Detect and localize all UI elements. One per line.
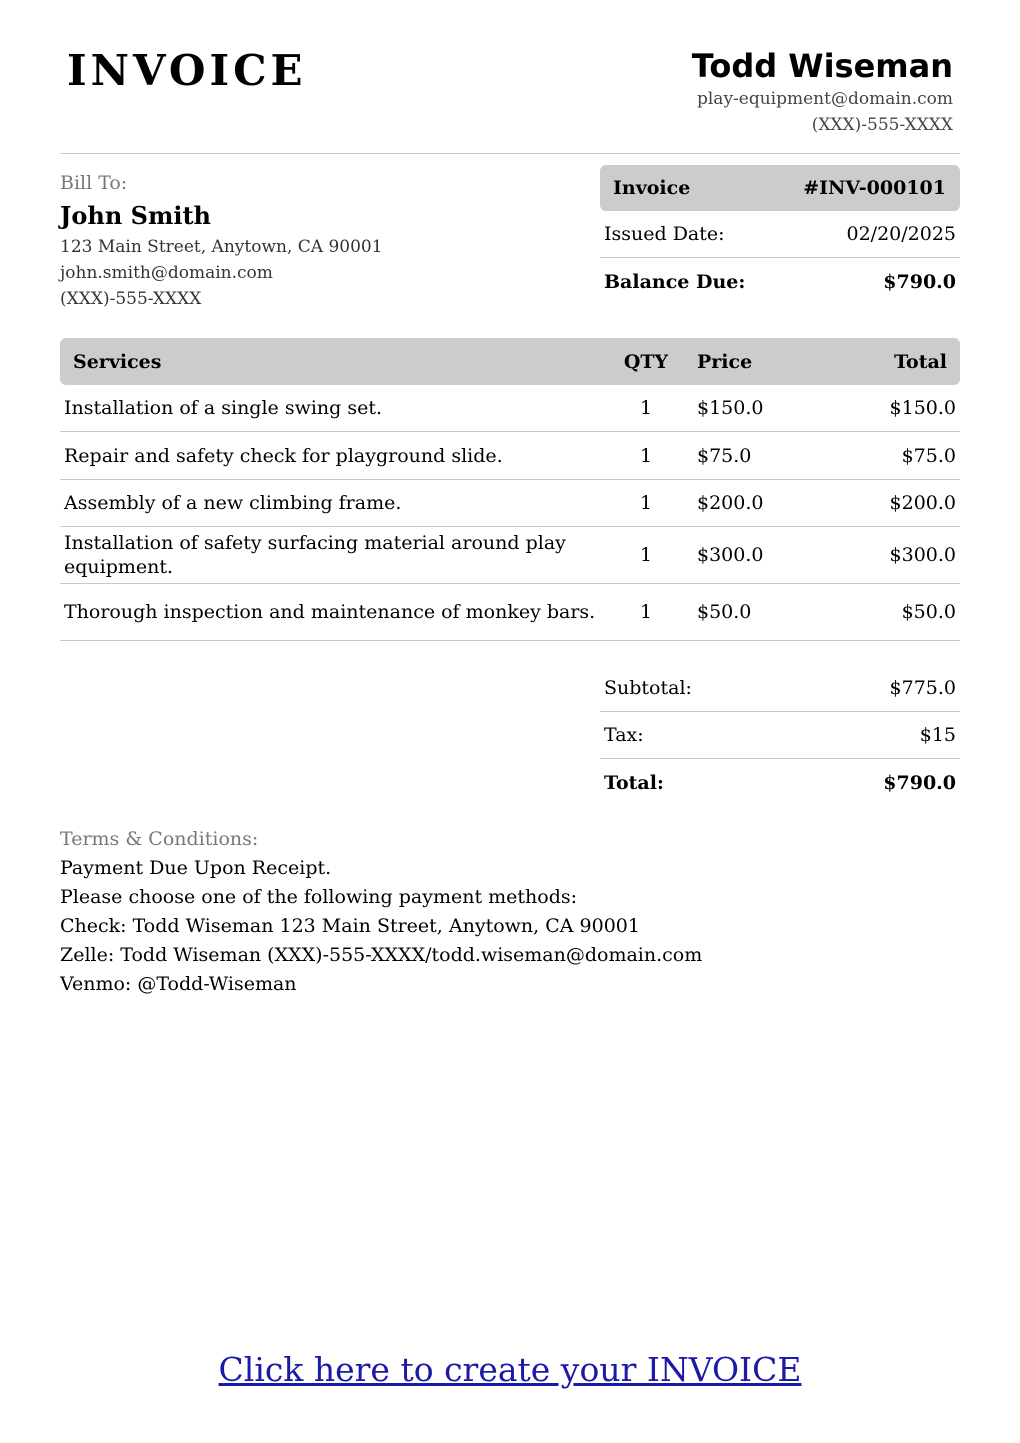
create-invoice-link[interactable]: Click here to create your INVOICE (218, 1350, 802, 1389)
service-qty: 1 (639, 492, 653, 514)
service-price: $300.0 (697, 544, 764, 566)
invoice-title: INVOICE (67, 46, 307, 95)
service-qty: 1 (639, 444, 653, 467)
table-row (60, 584, 960, 641)
issued-date-value: 02/20/2025 (846, 223, 956, 245)
invoice-number: #INV-000101 (803, 177, 946, 199)
seller-info (692, 46, 953, 138)
header-services: Services (73, 350, 162, 373)
terms-line: Check: Todd Wiseman 123 Main Street, Anytown, CA 90001 (60, 915, 640, 937)
cta-container (0, 1350, 1020, 1389)
terms-line: Zelle: Todd Wiseman (XXX)-555-XXXX/todd.wiseman@domain.com (60, 944, 703, 966)
invoice-number-row (600, 165, 960, 211)
service-description: Installation of a single swing set. (64, 397, 383, 419)
tax-label: Tax: (604, 724, 644, 746)
invoice-label: Invoice (613, 177, 691, 199)
tax-row (600, 712, 960, 759)
header-qty: QTY (623, 350, 669, 373)
balance-due-label: Balance Due: (604, 270, 746, 293)
services-table-header (60, 338, 960, 385)
grand-total-label: Total: (604, 771, 664, 794)
service-price: $75.0 (697, 444, 752, 467)
terms-line: Payment Due Upon Receipt. (60, 857, 332, 879)
seller-email: play-equipment@domain.com (696, 89, 953, 109)
service-total: $300.0 (889, 544, 956, 566)
tax-value: $15 (919, 724, 956, 746)
service-total: $150.0 (889, 397, 956, 419)
balance-due-row (600, 258, 960, 305)
service-price: $50.0 (697, 601, 752, 623)
services-table (60, 338, 960, 641)
service-description: Thorough inspection and maintenance of monkey bars. (64, 601, 596, 623)
subtotal-value: $775.0 (889, 677, 956, 699)
service-qty: 1 (639, 601, 653, 623)
grand-total-value: $790.0 (883, 771, 956, 794)
issued-date-row (600, 211, 960, 258)
issued-date-label: Issued Date: (604, 223, 725, 245)
service-total: $200.0 (889, 492, 956, 514)
terms-label: Terms & Conditions: (60, 828, 259, 850)
service-description: Assembly of a new climbing frame. (64, 492, 402, 514)
seller-name: Todd Wiseman (691, 47, 953, 85)
service-description: Repair and safety check for playground slide. (64, 444, 503, 467)
service-description: Installation of safety surfacing material around play equipment. (64, 532, 566, 578)
totals-table (600, 665, 960, 806)
table-row (60, 527, 960, 584)
table-row (60, 480, 960, 527)
header-divider (60, 153, 960, 154)
invoice-meta-table (600, 165, 960, 305)
bill-to-phone: (XXX)-555-XXXX (60, 289, 202, 309)
service-total: $50.0 (901, 601, 956, 623)
bill-to-email: john.smith@domain.com (60, 263, 273, 283)
terms-line: Please choose one of the following payment methods: (60, 886, 578, 908)
subtotal-row (600, 665, 960, 712)
service-qty: 1 (639, 397, 653, 419)
bill-to-label: Bill To: (60, 172, 128, 194)
service-price: $200.0 (697, 492, 764, 514)
service-qty: 1 (639, 544, 653, 566)
subtotal-label: Subtotal: (604, 677, 692, 699)
table-row (60, 432, 960, 480)
header-total: Total (894, 350, 947, 373)
terms-line: Venmo: @Todd-Wiseman (60, 973, 297, 995)
service-total: $75.0 (901, 444, 956, 467)
bill-to-address: 123 Main Street, Anytown, CA 90001 (60, 237, 383, 257)
seller-phone: (XXX)-555-XXXX (811, 115, 953, 135)
balance-due-value: $790.0 (883, 270, 956, 293)
grand-total-row (600, 759, 960, 806)
header-price: Price (697, 350, 753, 373)
bill-to-name: John Smith (60, 201, 211, 230)
service-price: $150.0 (697, 397, 764, 419)
table-row (60, 385, 960, 432)
terms-block (60, 825, 702, 999)
bill-to-block (60, 170, 383, 312)
